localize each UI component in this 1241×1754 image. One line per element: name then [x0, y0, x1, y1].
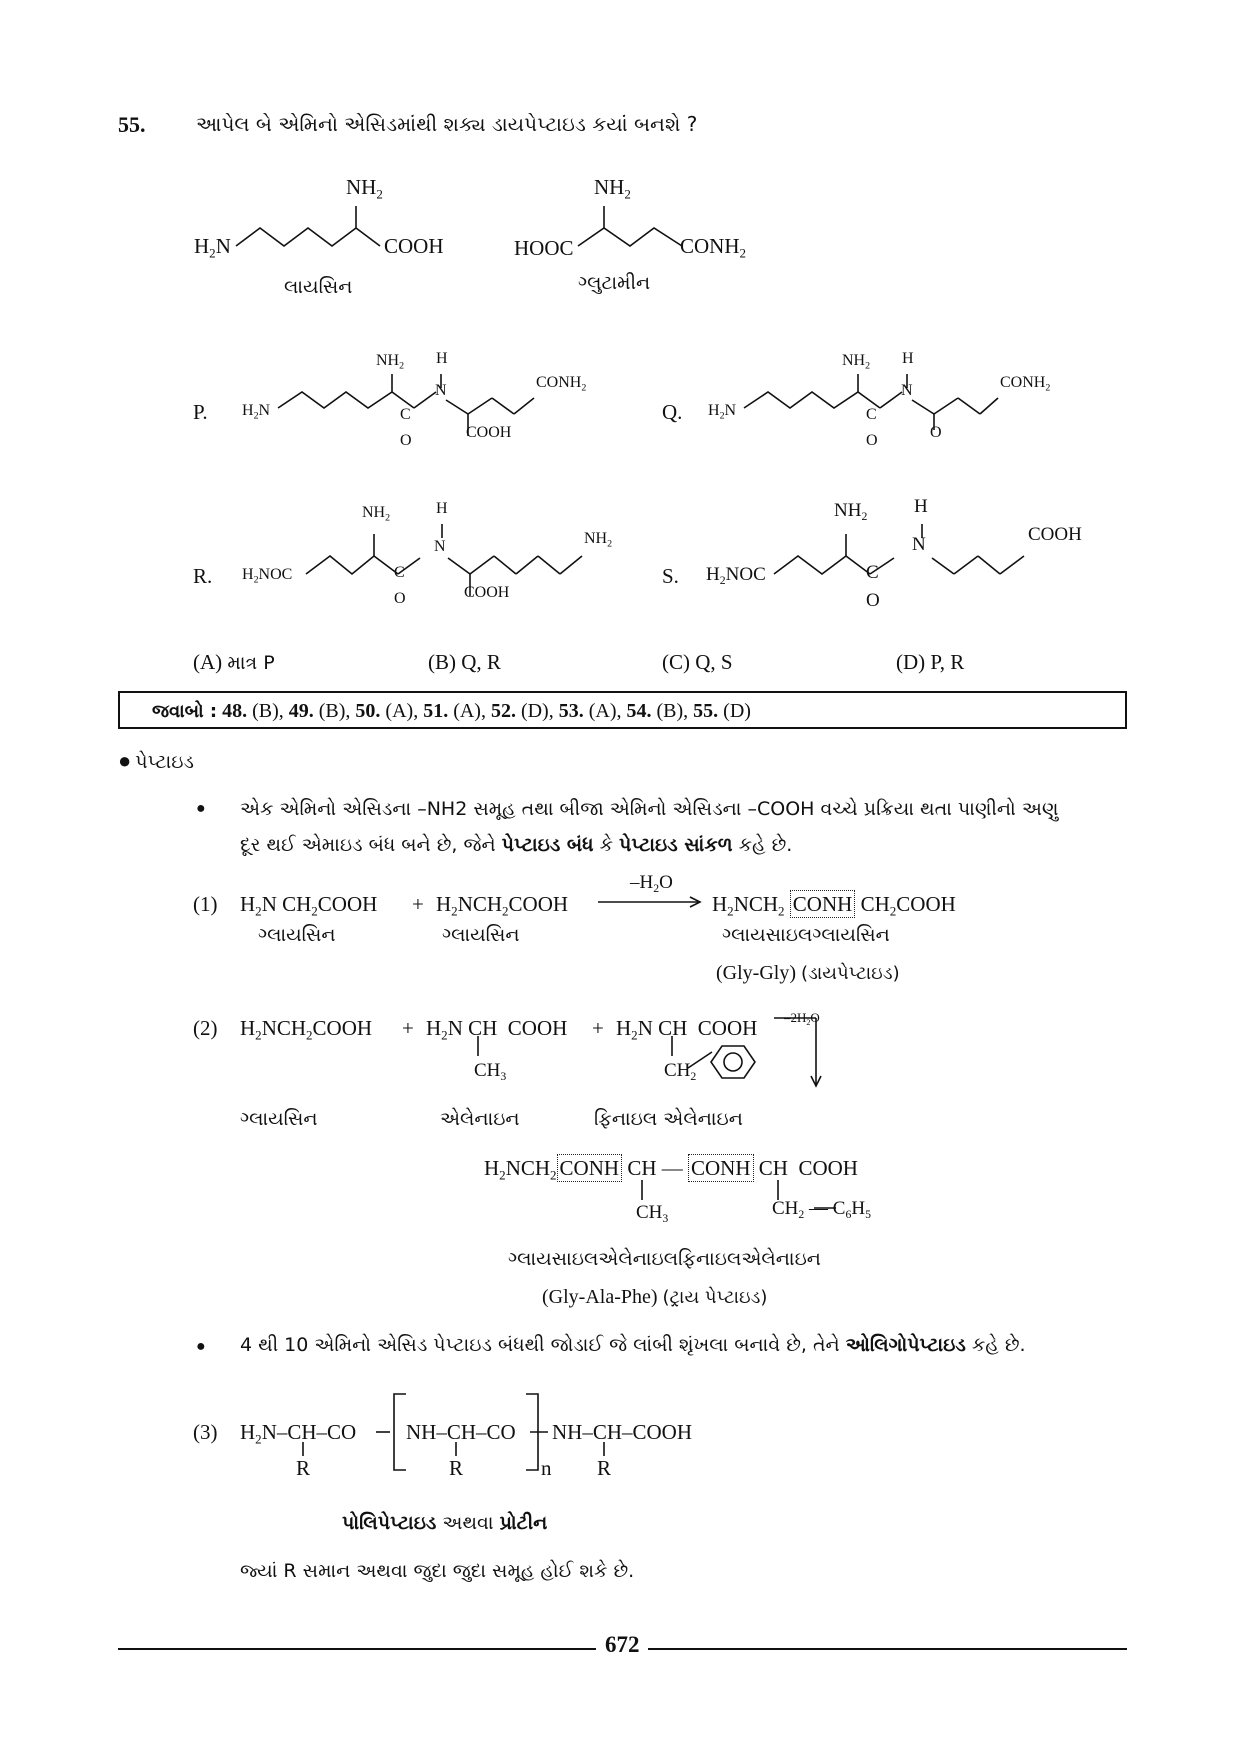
p-n: N [435, 382, 447, 399]
answer-a: (A) [453, 700, 481, 722]
eq3-number: (3) [193, 1420, 218, 1444]
caption-text: અથવા [436, 1512, 500, 1534]
peptide-bond-box: CONH [790, 890, 856, 918]
glutamine-conh2: $CONH_2$ [680, 234, 747, 261]
eq2-name3: ફિનાઇલ એલેનાઇન [594, 1108, 743, 1130]
eq3-r1: R [296, 1456, 311, 1480]
s-h2noc: $H_2NOC$ [706, 564, 766, 588]
r-nh2-end: $NH_2$ [584, 530, 613, 550]
eq2-reactant2: $H_2N$ CH COOH [426, 1016, 568, 1043]
eq3-left: $H_2N-CH-CO$ [240, 1420, 357, 1447]
structure-r-label: R. [193, 564, 213, 588]
eq1-number: (1) [193, 892, 218, 916]
r-c: C [394, 564, 405, 581]
bullet1-text: દૂર થઈ એમાઇડ બંધ બને છે, જેને [240, 834, 502, 856]
term-protein: પ્રોટીન [499, 1512, 548, 1534]
section-heading [118, 748, 194, 774]
answer-q: 54. [626, 700, 652, 722]
eq1-reactant1: $H_2N$ $CH_2COOH$ [240, 892, 378, 919]
term-oligopeptide: ઓલિગોપેપ્ટાઇડ [845, 1334, 966, 1356]
answer-key-text: જવાબો : 48. (B), 49. (B), 50. (A), 51. (A), 52. (D), 53. (A), 54. (B), 55. (D) [152, 700, 751, 722]
q-n: N [901, 382, 913, 399]
option-d-text: P, R [930, 650, 965, 674]
glutamine-nh2: $NH_2$ [594, 175, 631, 202]
footer-rule-right [648, 1648, 1127, 1650]
peptide-bond-box: CONH [557, 1154, 623, 1182]
eq1-plus: + [412, 892, 424, 916]
option-d [896, 650, 964, 675]
section-heading-text: પેપ્ટાઇડ [135, 751, 194, 773]
q-c: C [866, 406, 877, 423]
eq3-r3: R [597, 1456, 612, 1480]
p-c: C [400, 406, 411, 423]
answer-q: 52. [490, 700, 516, 722]
lysine-name: લાયસિન [284, 276, 353, 298]
p-h: H [436, 350, 448, 367]
eq3-right: NH–CH–COOH [552, 1420, 693, 1444]
r-o: O [394, 590, 406, 607]
question-text: આપેલ બે એમિનો એસિડમાંથી શક્ય ડાયપેપ્ટાઇડ કયાં બનશે ? [196, 112, 698, 136]
glutamine-name: ગ્લુટામીન [578, 272, 651, 294]
answer-a: (D) [520, 700, 549, 722]
lysine-nh2: $NH_2$ [346, 175, 383, 202]
bullet1-text: કે [593, 834, 620, 856]
eq1-name1: ગ્લાયસિન [258, 924, 336, 946]
option-c [662, 650, 733, 675]
glutamine-hooc: HOOC [514, 236, 574, 260]
bullet2-text-a: 4 થી 10 એમિનો એસિડ પેપ્ટાઇડ બંધથી જોડાઈ જે લાંબી શૃંખલા બનાવે છે, તેને [240, 1334, 846, 1356]
bullet2-text [240, 1334, 1026, 1356]
eq1-reactant2: $H_2NCH_2COOH$ [436, 892, 569, 919]
q-nh2: $NH_2$ [842, 352, 871, 372]
eq2-name1: ગ્લાયસિન [240, 1108, 318, 1130]
term-polypeptide: પોલિપેપ્ટાઇડ [342, 1512, 437, 1534]
eq2-product: $H_2NCH_2$ CONH CH — CONH CH COOH [484, 1156, 858, 1183]
eq2-number: (2) [193, 1016, 218, 1040]
answer-q: 49. [288, 700, 314, 722]
r-cooh: COOH [464, 584, 510, 601]
p-h2n: $H_2N$ [242, 402, 271, 422]
peptide-bond-box: CONH [688, 1154, 754, 1182]
question-number: 55. [118, 112, 146, 137]
eq2-product-ch3: $CH_3$ [636, 1202, 669, 1226]
lysine-cooh: COOH [384, 234, 444, 258]
r-nh2: $NH_2$ [362, 504, 391, 524]
eq2-product-note: (Gly-Ala-Phe) (ટ્રાય પેપ્ટાઇડ) [542, 1286, 768, 1308]
q-o2: O [930, 424, 942, 441]
option-c-key: (C) [662, 650, 690, 674]
answer-q: 55. [693, 700, 719, 722]
answer-label: જવાબો : [152, 701, 218, 722]
eq1-product-name: ગ્લાયસાઇલગ્લાયસિન [722, 924, 890, 946]
option-a-text: માત્ર P [227, 652, 275, 674]
r-h2noc: $H_2NOC$ [242, 566, 293, 586]
page-number: 672 [605, 1632, 640, 1657]
s-c: C [866, 562, 879, 583]
s-o: O [866, 590, 880, 611]
structure-s-label: S. [662, 564, 679, 588]
answer-key-box [118, 691, 1127, 729]
bullet2-text-c: કહે છે. [965, 1334, 1026, 1356]
p-nh2: $NH_2$ [376, 352, 405, 372]
bullet1-text: કહે છે. [732, 834, 793, 856]
eq2-plus2: + [592, 1016, 604, 1040]
eq1-product: $H_2NCH_2$ CONH $CH_2COOH$ [712, 892, 956, 919]
option-b [428, 650, 501, 675]
q-h: H [902, 350, 914, 367]
structure-q-label: Q. [662, 400, 683, 424]
bullet-icon: ● [118, 748, 132, 773]
p-conh2: $CONH_2$ [536, 374, 587, 394]
eq1-name2: ગ્લાયસિન [442, 924, 520, 946]
s-h: H [914, 496, 928, 517]
bullet-icon: ● [196, 800, 206, 817]
p-o: O [400, 432, 412, 449]
answer-a: (B) [318, 700, 346, 722]
eq3-n: n [541, 1456, 552, 1480]
answer-q: 51. [423, 700, 449, 722]
p-cooh: COOH [466, 424, 512, 441]
answer-a: (D) [723, 700, 751, 722]
eq2-reactant1: $H_2NCH_2COOH$ [240, 1016, 373, 1043]
term-peptide-bond: પેપ્ટાઇડ બંધ [501, 834, 594, 856]
answer-q: 53. [558, 700, 584, 722]
eq2-reactant3: $H_2N$ CH COOH [616, 1016, 758, 1043]
bullet1-line1: એક એમિનો એસિડના –NH2 સમૂહ તથા બીજા એમિનો એસિડના –COOH વચ્ચે પ્રક્રિયા થતા પાણીનો અણુ [240, 798, 1059, 820]
footer-rule-left [118, 1648, 596, 1650]
answer-q: 50. [355, 700, 381, 722]
answer-a: (A) [588, 700, 617, 722]
eq2-sub-ch3: $CH_3$ [474, 1060, 507, 1084]
answer-q: 48. [222, 700, 248, 722]
eq2-name2: એલેનાઇન [440, 1108, 520, 1130]
eq3-note: જ્યાં R સમાન અથવા જુદા જુદા સમૂહ હોઈ શકે છે. [240, 1560, 635, 1582]
eq2-sub-ch2: $CH_2$ [664, 1060, 697, 1084]
eq3-caption [342, 1512, 547, 1534]
option-b-text: Q, R [461, 650, 501, 674]
term-peptide-chain: પેપ્ટાઇડ સાંકળ [619, 834, 733, 856]
q-o1: O [866, 432, 878, 449]
eq2-arrow-label: $-2H_2O$ [784, 1010, 820, 1027]
option-c-text: Q, S [695, 650, 733, 674]
eq1-arrow-label: $-H_2O$ [630, 872, 673, 896]
q-h2n: $H_2N$ [708, 402, 737, 422]
eq3-middle: NH–CH–CO [406, 1420, 516, 1444]
r-h: H [436, 500, 448, 517]
answer-a: (B) [656, 700, 684, 722]
eq2-product-name: ગ્લાયસાઇલએલેનાઇલફિનાઇલએલેનાઇન [508, 1248, 821, 1270]
bullet-icon: ● [196, 1338, 206, 1355]
q-conh2: $CONH_2$ [1000, 374, 1051, 394]
bullet1-line2 [240, 834, 792, 856]
eq2-product-ch2: $CH_2$ — $C_6H_5$ [772, 1198, 871, 1222]
lysine-h2n: $H_2N$ [194, 234, 231, 261]
s-nh2: $NH_2$ [834, 500, 868, 524]
option-d-key: (D) [896, 650, 926, 674]
s-n: N [912, 534, 926, 555]
answer-a: (A) [385, 700, 414, 722]
eq2-plus1: + [402, 1016, 414, 1040]
s-cooh: COOH [1028, 524, 1082, 545]
answer-a: (B) [252, 700, 279, 722]
structure-p-label: P. [193, 400, 208, 424]
option-a-key: (A) [193, 650, 223, 674]
eq1-product-note: (Gly-Gly) (ડાયપેપ્ટાઇડ) [716, 962, 900, 984]
eq3-r2: R [449, 1456, 464, 1480]
r-n: N [434, 538, 446, 555]
option-a [193, 650, 275, 675]
option-b-key: (B) [428, 650, 456, 674]
